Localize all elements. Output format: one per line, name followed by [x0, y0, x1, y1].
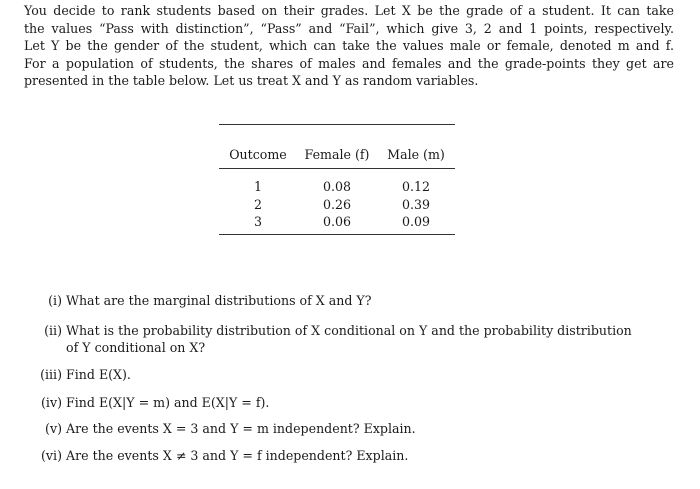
table-cell: 0.12 — [401, 179, 431, 194]
question-text: Are the events X = 3 and Y = m independent? Explain. — [66, 421, 416, 436]
question-text: What are the marginal distributions of X and Y? — [66, 293, 372, 308]
header-female: Female (f) — [304, 147, 370, 162]
table-cell: 0.08 — [322, 179, 352, 194]
question-text: Find E(X). — [66, 367, 131, 382]
question-text: Find E(X|Y = m) and E(X|Y = f). — [66, 395, 270, 410]
question-number: (ii) — [44, 323, 62, 338]
table-cell: 0.09 — [401, 214, 431, 229]
header-outcome: Outcome — [229, 147, 287, 162]
question-number: (v) — [45, 421, 62, 436]
statement-line: the values “Pass with distinction”, “Pass” and “Fail”, which give 3, 2 and 1 points, respectively. — [24, 20, 674, 36]
table-cell: 0.39 — [401, 197, 431, 212]
question-number: (vi) — [41, 448, 62, 463]
table-header-rule — [219, 168, 455, 169]
statement-line: You decide to rank students based on their grades. Let X be the grade of a student. It can take — [24, 3, 674, 18]
table-cell: 3 — [253, 214, 262, 229]
problem-statement — [24, 2, 674, 90]
table-cell: 0.26 — [322, 197, 352, 212]
question-number: (i) — [48, 293, 62, 308]
question-text-continued: of Y conditional on X? — [66, 340, 206, 355]
header-male: Male (m) — [387, 147, 445, 162]
table-top-rule — [219, 124, 455, 125]
table-cell: 1 — [253, 179, 262, 194]
statement-line: presented in the table below. Let us treat X and Y as random variables. — [24, 73, 479, 89]
question-text: What is the probability distribution of X conditional on Y and the probability distribution — [66, 323, 632, 338]
statement-line: Let Y be the gender of the student, which can take the values male or female, denoted m and f. — [24, 38, 674, 54]
question-text: Are the events X ≠ 3 and Y = f independent? Explain. — [66, 448, 409, 463]
table-bottom-rule — [219, 234, 455, 235]
question-number: (iii) — [40, 367, 62, 382]
table-cell: 2 — [253, 197, 262, 212]
table-cell: 0.06 — [322, 214, 352, 229]
question-number: (iv) — [41, 395, 62, 410]
statement-line: For a population of students, the shares of males and females and the grade-points they get are — [24, 55, 674, 71]
